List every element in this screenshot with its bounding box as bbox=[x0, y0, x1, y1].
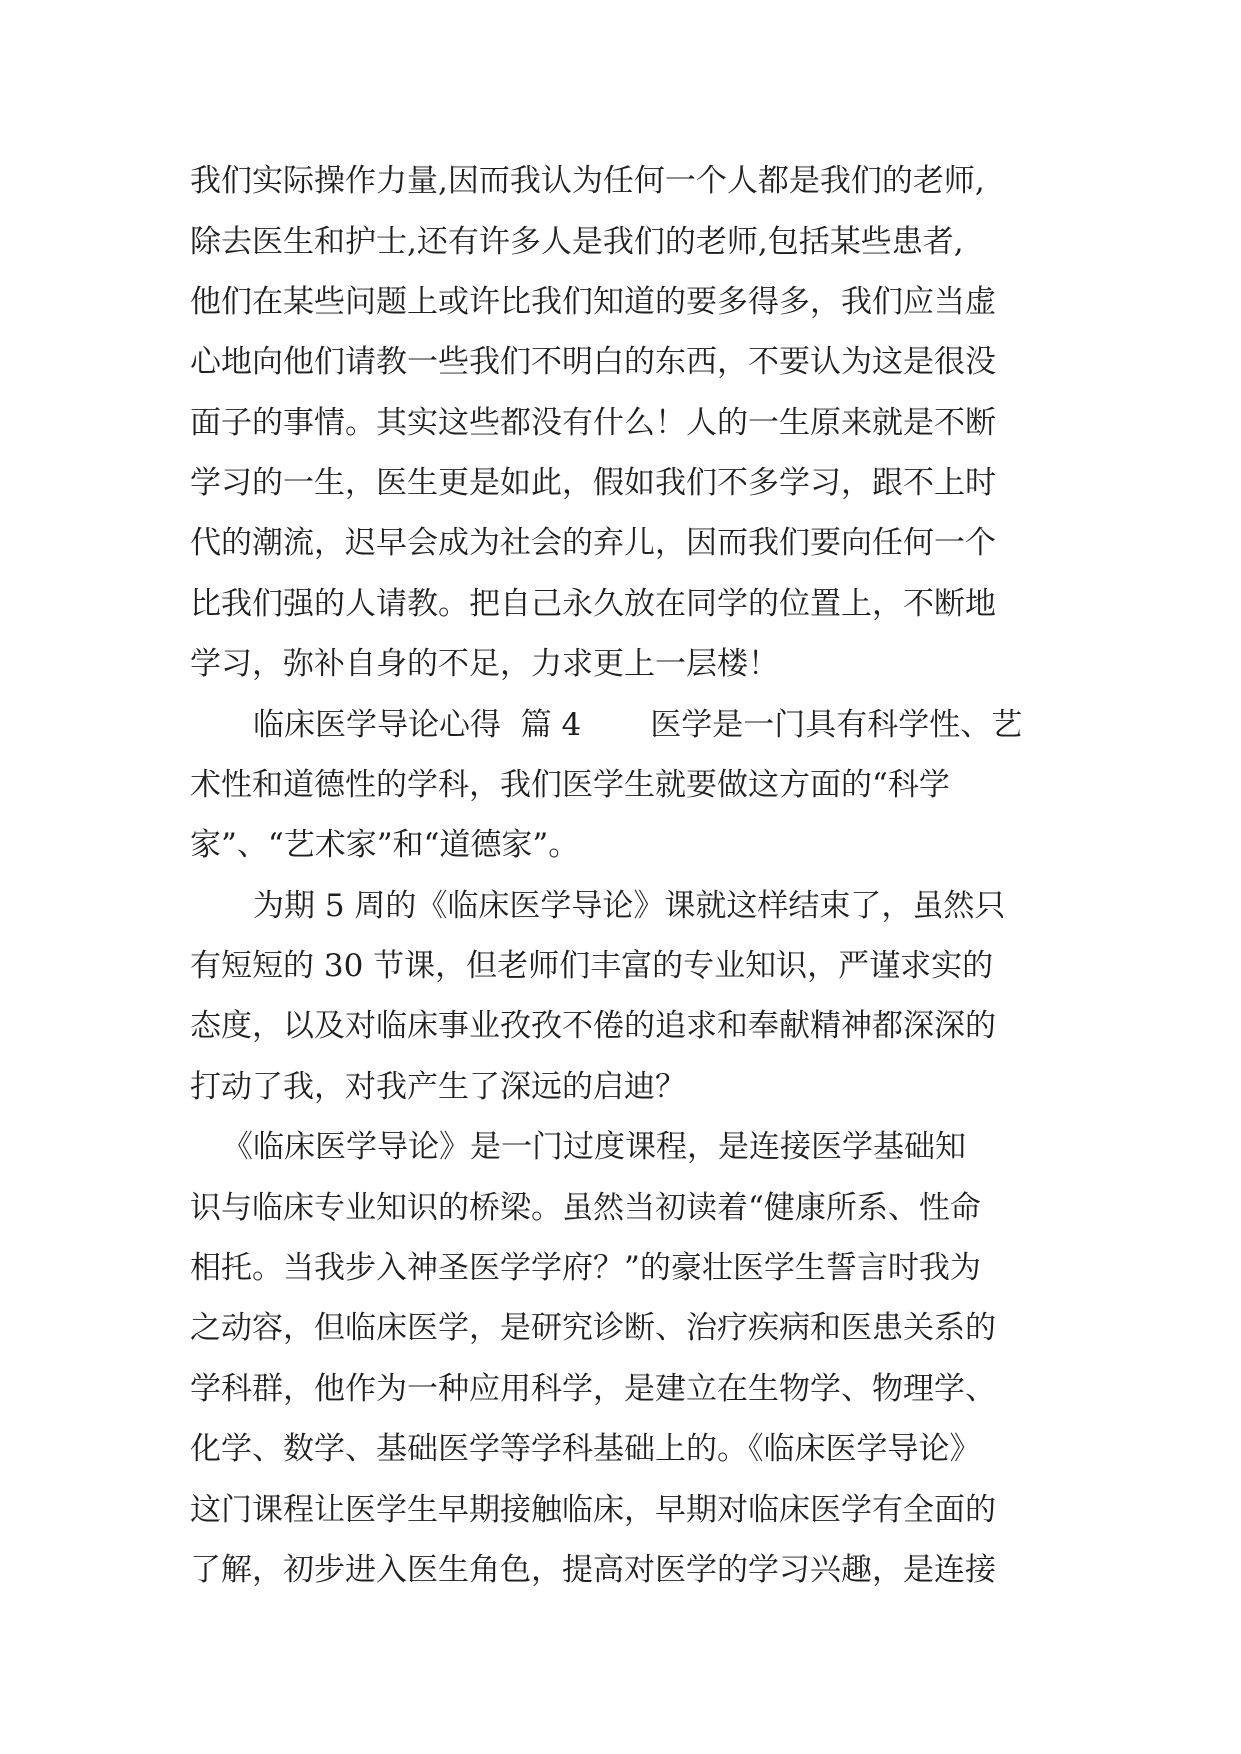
text-line: 《临床医学导论》是一门过度课程，是连接医学基础知 bbox=[222, 1129, 966, 1165]
text-line: 我们实际操作力量,因而我认为任何一个人都是我们的老师, bbox=[190, 163, 985, 199]
text-line: 为期 5 周的《临床医学导论》课就这样结束了，虽然只 bbox=[253, 888, 1006, 924]
text-line: 心地向他们请教一些我们不明白的东西，不要认为这是很没 bbox=[190, 344, 996, 380]
text-line: 除去医生和护士,还有许多人是我们的老师,包括某些患者, bbox=[190, 224, 964, 260]
text-line: 化学、数学、基础医学等学科基础上的。《临床医学导论》 bbox=[190, 1431, 981, 1467]
text-line: 识与临床专业知识的桥梁。虽然当初读着“健康所系、性命 bbox=[190, 1190, 981, 1226]
text-line: 术性和道德性的学科，我们医学生就要做这方面的“科学 bbox=[190, 767, 950, 803]
text-line: 代的潮流，迟早会成为社会的弃儿，因而我们要向任何一个 bbox=[190, 525, 996, 561]
text-line: 比我们强的人请教。把自己永久放在同学的位置上，不断地 bbox=[190, 586, 996, 622]
text-line: 学习的一生，医生更是如此，假如我们不多学习，跟不上时 bbox=[190, 465, 996, 501]
text-line: 了解，初步进入医生角色，提高对医学的学习兴趣，是连接 bbox=[190, 1552, 996, 1588]
text-line: 态度，以及对临床事业孜孜不倦的追求和奉献精神都深深的 bbox=[190, 1008, 996, 1044]
text-line: 有短短的 30 节课，但老师们丰富的专业知识，严谨求实的 bbox=[190, 948, 994, 984]
text-line: 打动了我，对我产生了深远的启迪？ bbox=[190, 1069, 686, 1105]
text-line: 之动容，但临床医学，是研究诊断、治疗疾病和医患关系的 bbox=[190, 1310, 996, 1346]
text-line: 面子的事情。其实这些都没有什么！人的一生原来就是不断 bbox=[190, 405, 996, 441]
text-line: 学科群，他作为一种应用科学，是建立在生物学、物理学、 bbox=[190, 1371, 996, 1407]
text-line: 学习，弥补自身的不足，力求更上一层楼！ bbox=[190, 646, 779, 682]
text-line: 这门课程让医学生早期接触临床，早期对临床医学有全面的 bbox=[190, 1492, 996, 1528]
section-heading-line: 临床医学导论心得 篇 4 医学是一门具有科学性、艺 bbox=[253, 707, 1023, 743]
text-line: 家”、“艺术家”和“道德家”。 bbox=[190, 827, 580, 863]
text-line: 相托。当我步入神圣医学学府？”的豪壮医学生誓言时我为 bbox=[190, 1250, 981, 1286]
text-line: 他们在某些问题上或许比我们知道的要多得多，我们应当虚 bbox=[190, 284, 996, 320]
